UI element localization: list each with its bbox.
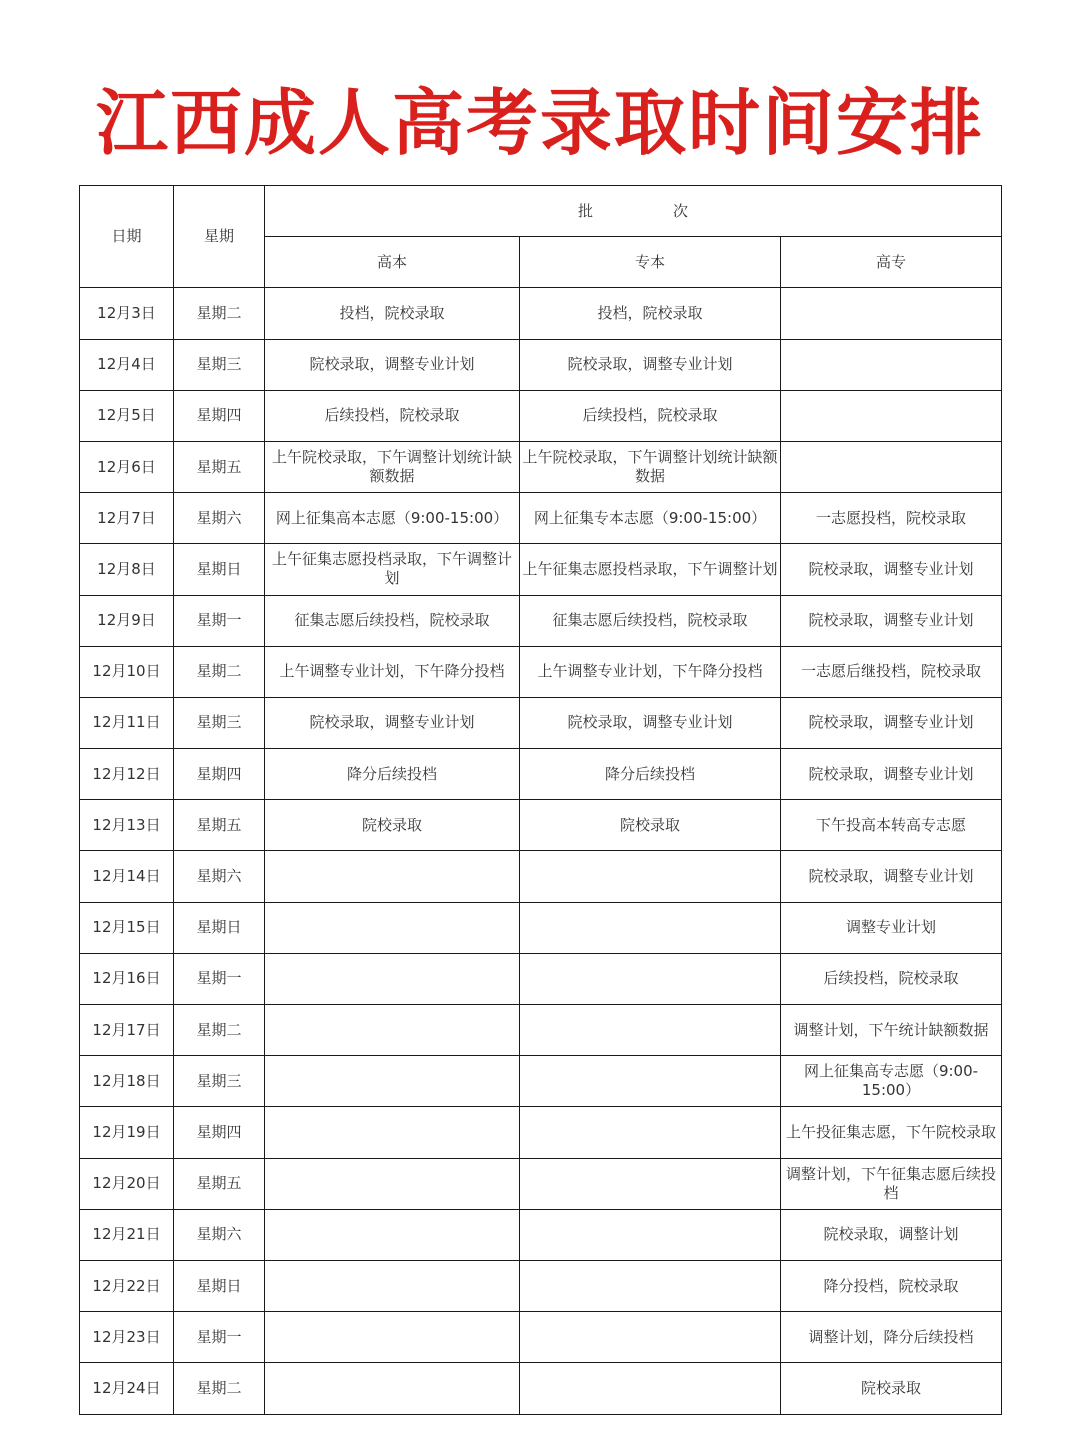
weekday-cell: 星期一 [174,595,265,646]
gaoben-cell [265,1312,520,1363]
gaozhuan-cell [781,441,1002,492]
table-row [80,1056,1002,1107]
gaoben-cell: 院校录取，调整专业计划 [265,697,520,748]
zhuanben-cell: 降分后续投档 [520,749,781,800]
date-cell: 12月22日 [80,1260,174,1311]
gaoben-cell: 上午院校录取，下午调整计划统计缺额数据 [265,441,520,492]
zhuanben-cell [520,1260,781,1311]
zhuanben-cell [520,1107,781,1158]
table-row [80,902,1002,953]
date-cell: 12月11日 [80,697,174,748]
gaoben-cell [265,1056,520,1107]
gaoben-cell: 征集志愿后续投档，院校录取 [265,595,520,646]
gaoben-cell [265,1005,520,1056]
zhuanben-cell: 院校录取，调整专业计划 [520,697,781,748]
header-batch-left: 批 [577,201,593,220]
table-row [80,595,1002,646]
zhuanben-cell: 上午征集志愿投档录取，下午调整计划 [520,544,781,595]
admission-schedule-table [79,185,1002,1415]
zhuanben-cell: 上午调整专业计划，下午降分投档 [520,646,781,697]
gaoben-cell [265,953,520,1004]
date-cell: 12月8日 [80,544,174,595]
gaoben-cell [265,1107,520,1158]
header-date: 日期 [80,186,174,288]
gaozhuan-cell: 上午投征集志愿，下午院校录取 [781,1107,1002,1158]
weekday-cell: 星期四 [174,1107,265,1158]
zhuanben-cell: 征集志愿后续投档，院校录取 [520,595,781,646]
gaozhuan-cell: 院校录取 [781,1363,1002,1414]
header-batch [265,186,1002,237]
date-cell: 12月3日 [80,288,174,339]
weekday-cell: 星期日 [174,544,265,595]
date-cell: 12月17日 [80,1005,174,1056]
table-row [80,1363,1002,1414]
date-cell: 12月16日 [80,953,174,1004]
gaozhuan-cell: 调整计划，下午征集志愿后续投档 [781,1158,1002,1209]
zhuanben-cell [520,902,781,953]
weekday-cell: 星期六 [174,493,265,544]
date-cell: 12月23日 [80,1312,174,1363]
table-header [80,186,1002,288]
zhuanben-cell: 后续投档，院校录取 [520,390,781,441]
zhuanben-cell: 投档，院校录取 [520,288,781,339]
date-cell: 12月19日 [80,1107,174,1158]
weekday-cell: 星期二 [174,1363,265,1414]
weekday-cell: 星期三 [174,697,265,748]
gaozhuan-cell: 调整计划，下午统计缺额数据 [781,1005,1002,1056]
zhuanben-cell: 网上征集专本志愿（9:00-15:00） [520,493,781,544]
header-gaoben: 高本 [265,237,520,288]
header-gaozhuan: 高专 [781,237,1002,288]
gaozhuan-cell: 院校录取，调整专业计划 [781,544,1002,595]
gaoben-cell [265,1260,520,1311]
weekday-cell: 星期二 [174,646,265,697]
gaozhuan-cell: 网上征集高专志愿（9:00-15:00） [781,1056,1002,1107]
zhuanben-cell [520,1363,781,1414]
weekday-cell: 星期六 [174,1209,265,1260]
zhuanben-cell [520,1005,781,1056]
gaoben-cell: 后续投档，院校录取 [265,390,520,441]
gaozhuan-cell: 一志愿投档，院校录取 [781,493,1002,544]
table-row [80,1312,1002,1363]
table-row [80,697,1002,748]
table-row [80,1260,1002,1311]
gaoben-cell: 院校录取 [265,800,520,851]
table-row [80,390,1002,441]
weekday-cell: 星期五 [174,441,265,492]
date-cell: 12月5日 [80,390,174,441]
page-title: 江西成人高考录取时间安排 [95,81,984,165]
zhuanben-cell: 上午院校录取，下午调整计划统计缺额数据 [520,441,781,492]
zhuanben-cell: 院校录取 [520,800,781,851]
date-cell: 12月18日 [80,1056,174,1107]
gaoben-cell [265,851,520,902]
zhuanben-cell [520,953,781,1004]
zhuanben-cell: 院校录取，调整专业计划 [520,339,781,390]
date-cell: 12月21日 [80,1209,174,1260]
zhuanben-cell [520,1056,781,1107]
weekday-cell: 星期四 [174,749,265,800]
gaozhuan-cell [781,390,1002,441]
gaozhuan-cell [781,339,1002,390]
zhuanben-cell [520,1312,781,1363]
weekday-cell: 星期五 [174,1158,265,1209]
date-cell: 12月20日 [80,1158,174,1209]
zhuanben-cell [520,851,781,902]
gaozhuan-cell: 下午投高本转高专志愿 [781,800,1002,851]
gaoben-cell: 上午征集志愿投档录取，下午调整计划 [265,544,520,595]
weekday-cell: 星期日 [174,902,265,953]
gaozhuan-cell: 院校录取，调整专业计划 [781,595,1002,646]
gaozhuan-cell: 院校录取，调整专业计划 [781,851,1002,902]
weekday-cell: 星期三 [174,339,265,390]
gaoben-cell [265,902,520,953]
gaozhuan-cell: 院校录取，调整专业计划 [781,697,1002,748]
table-row [80,339,1002,390]
table-row [80,441,1002,492]
table-row [80,851,1002,902]
gaozhuan-cell: 一志愿后继投档，院校录取 [781,646,1002,697]
weekday-cell: 星期六 [174,851,265,902]
date-cell: 12月6日 [80,441,174,492]
weekday-cell: 星期五 [174,800,265,851]
table-row [80,953,1002,1004]
zhuanben-cell [520,1158,781,1209]
table-row [80,646,1002,697]
gaoben-cell [265,1158,520,1209]
table-row [80,1209,1002,1260]
weekday-cell: 星期日 [174,1260,265,1311]
table-row [80,1158,1002,1209]
weekday-cell: 星期二 [174,288,265,339]
date-cell: 12月13日 [80,800,174,851]
date-cell: 12月9日 [80,595,174,646]
gaoben-cell [265,1363,520,1414]
date-cell: 12月12日 [80,749,174,800]
weekday-cell: 星期一 [174,953,265,1004]
header-batch-right: 次 [673,201,689,220]
date-cell: 12月7日 [80,493,174,544]
gaozhuan-cell: 调整计划，降分后续投档 [781,1312,1002,1363]
gaoben-cell: 院校录取，调整专业计划 [265,339,520,390]
header-zhuanben: 专本 [520,237,781,288]
weekday-cell: 星期一 [174,1312,265,1363]
table-body [80,288,1002,1414]
gaozhuan-cell: 院校录取，调整计划 [781,1209,1002,1260]
date-cell: 12月4日 [80,339,174,390]
gaoben-cell [265,1209,520,1260]
table-row [80,800,1002,851]
weekday-cell: 星期四 [174,390,265,441]
gaozhuan-cell: 降分投档，院校录取 [781,1260,1002,1311]
date-cell: 12月24日 [80,1363,174,1414]
gaozhuan-cell: 后续投档，院校录取 [781,953,1002,1004]
date-cell: 12月14日 [80,851,174,902]
table-row [80,749,1002,800]
table-row [80,1005,1002,1056]
table-row [80,1107,1002,1158]
gaoben-cell: 网上征集高本志愿（9:00-15:00） [265,493,520,544]
date-cell: 12月15日 [80,902,174,953]
gaoben-cell: 投档，院校录取 [265,288,520,339]
weekday-cell: 星期三 [174,1056,265,1107]
header-weekday: 星期 [174,186,265,288]
weekday-cell: 星期二 [174,1005,265,1056]
gaozhuan-cell: 调整专业计划 [781,902,1002,953]
date-cell: 12月10日 [80,646,174,697]
table-row [80,288,1002,339]
gaozhuan-cell [781,288,1002,339]
table-row [80,544,1002,595]
gaozhuan-cell: 院校录取，调整专业计划 [781,749,1002,800]
gaoben-cell: 降分后续投档 [265,749,520,800]
zhuanben-cell [520,1209,781,1260]
table-row [80,493,1002,544]
gaoben-cell: 上午调整专业计划，下午降分投档 [265,646,520,697]
